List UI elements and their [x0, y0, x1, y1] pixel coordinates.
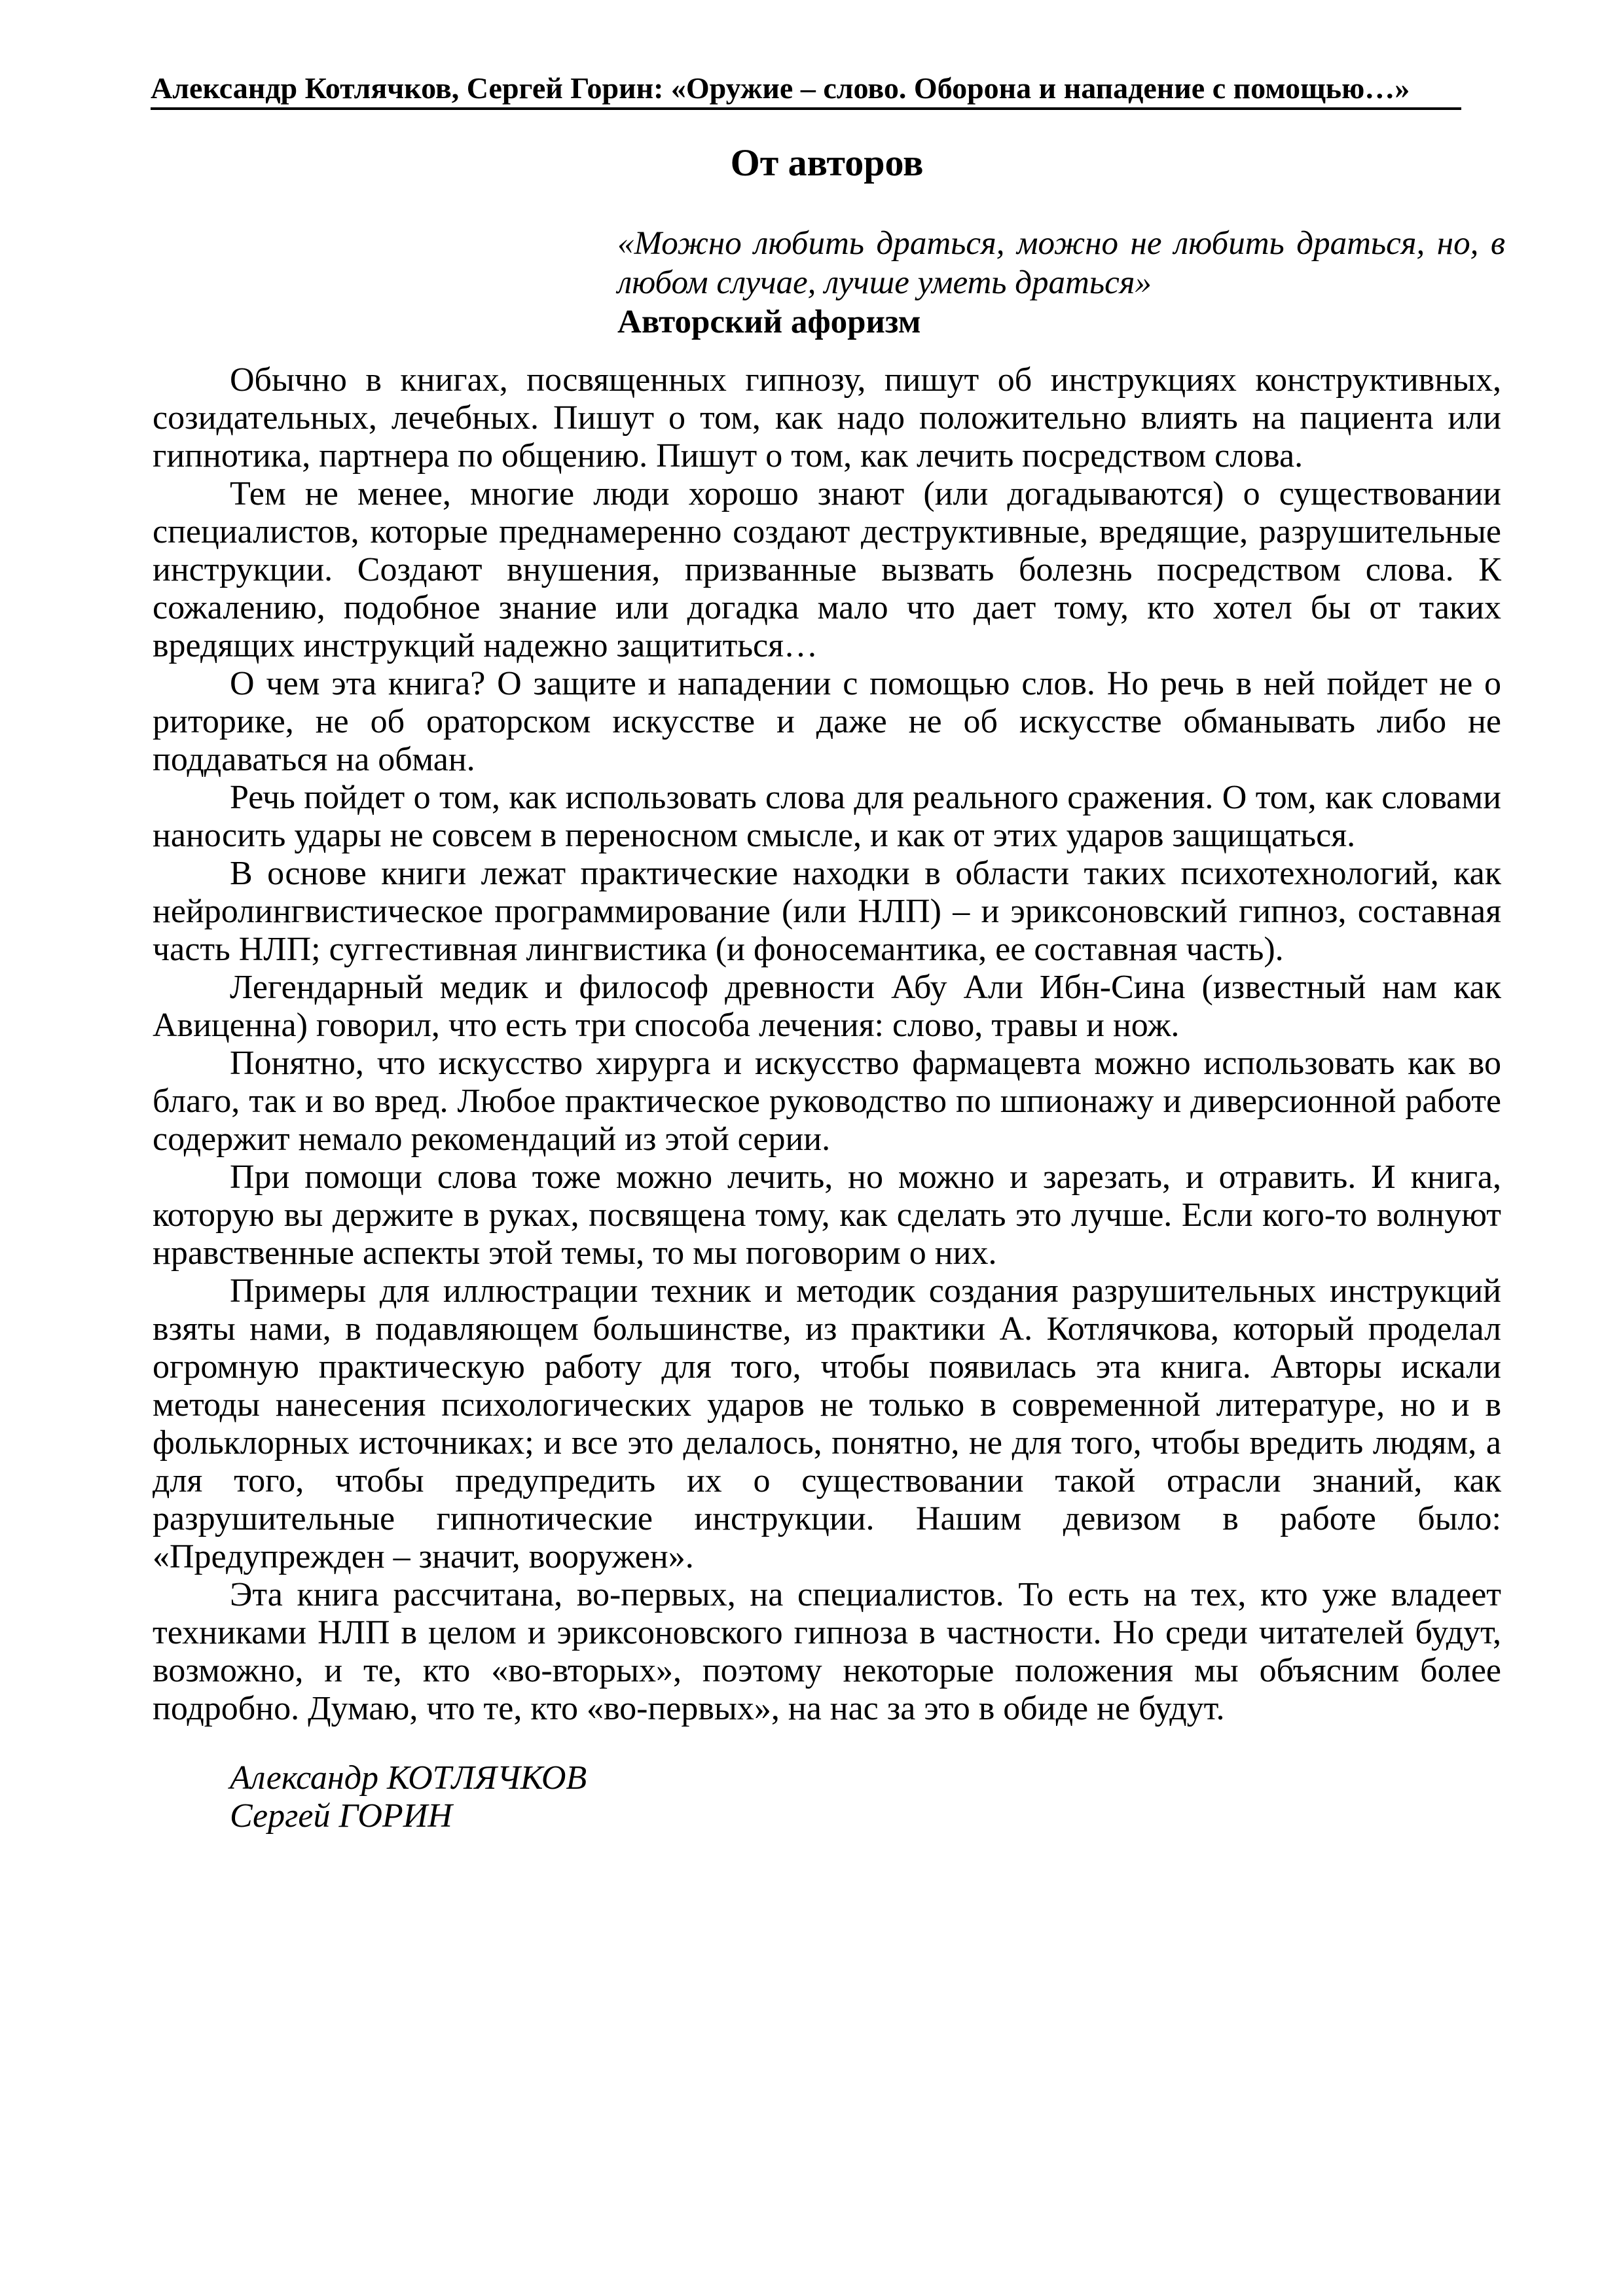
paragraph: Речь пойдет о том, как использовать слова для реального сражения. О том, как словами наносить удары не совсем в переносном смысле, и как от этих ударов защищаться.	[153, 779, 1501, 854]
signature-block	[230, 1759, 1501, 1835]
signature-author-1: Александр КОТЛЯЧКОВ	[230, 1759, 587, 1797]
paragraph: О чем эта книга? О защите и нападении с помощью слов. Но речь в ней пойдет не о риторике, не об ораторском искусстве и даже не об искусстве обманывать либо не поддаваться на обман.	[153, 665, 1501, 778]
running-header: Александр Котлячков, Сергей Горин: «Оружие – слово. Оборона и нападение с помощью…»	[151, 71, 1410, 105]
epigraph-quote: «Можно любить драться, можно не любить драться, но, в любом случае, лучше уметь драться»	[617, 225, 1505, 301]
paragraph: Обычно в книгах, посвященных гипнозу, пишут об инструкциях конструктивных, созидательных, лечебных. Пишут о том, как надо положительно влиять на пациента или гипнотика, партнера по общению. Пишут о том, как лечить посредством слова.	[153, 361, 1501, 475]
paragraph: Примеры для иллюстрации техник и методик создания разрушительных инструкций взяты нами, в подавляющем большинстве, из практики А. Котлячкова, который проделал огромную практическую работу для того, чтобы появилась эта книга. Авторы искали методы нанесения психологических ударов не только в современной литературе, но и в фольклорных источниках; и все это делалось, понятно, не для того, чтобы вредить людям, а для того, чтобы предупредить их о существовании такой отрасли знаний, как разрушительные гипнотические инструкции. Нашим девизом в работе было: «Предупрежден – значит, вооружен».	[153, 1272, 1501, 1575]
paragraph: Легендарный медик и философ древности Абу Али Ибн-Сина (известный нам как Авиценна) говорил, что есть три способа лечения: слово, травы и нож.	[153, 969, 1501, 1044]
header-rule-divider	[151, 107, 1461, 110]
epigraph-block	[617, 224, 1505, 342]
paragraph: Эта книга рассчитана, во-первых, на специалистов. То есть на тех, кто уже владеет техниками НЛП в целом и эриксоновского гипноза в частности. Но среди читателей будут, возможно, и те, кто «во-вторых», поэтому некоторые положения мы объясним более подробно. Думаю, что те, кто «во-первых», на нас за это в обиде не будут.	[153, 1576, 1501, 1727]
epigraph-attribution: Авторский афоризм	[617, 304, 921, 340]
page-title: От авторов	[730, 141, 924, 184]
paragraph: Понятно, что искусство хирурга и искусство фармацевта можно использовать как во благо, так и во вред. Любое практическое руководство по шпионажу и диверсионной работе содержит немало рекомендаций из этой серии.	[153, 1045, 1501, 1158]
paragraph: В основе книги лежат практические находки в области таких психотехнологий, как нейролингвистическое программирование (или НЛП) – и эриксоновский гипноз, составная часть НЛП; суггестивная лингвистика (и фоносемантика, ее составная часть).	[153, 855, 1501, 968]
paragraph: Тем не менее, многие люди хорошо знают (или догадываются) о существовании специалистов, которые преднамеренно создают деструктивные, вредящие, разрушительные инструкции. Создают внушения, призванные вызвать болезнь посредством слова. К сожалению, подобное знание или догадка мало что дает тому, кто хотел бы от таких вредящих инструкций надежно защититься…	[153, 475, 1501, 664]
body-text	[153, 361, 1501, 1835]
signature-author-2: Сергей ГОРИН	[230, 1797, 452, 1835]
paragraph: При помощи слова тоже можно лечить, но можно и зарезать, и отравить. И книга, которую вы держите в руках, посвящена тому, как сделать это лучше. Если кого-то волнуют нравственные аспекты этой темы, то мы поговорим о них.	[153, 1158, 1501, 1272]
